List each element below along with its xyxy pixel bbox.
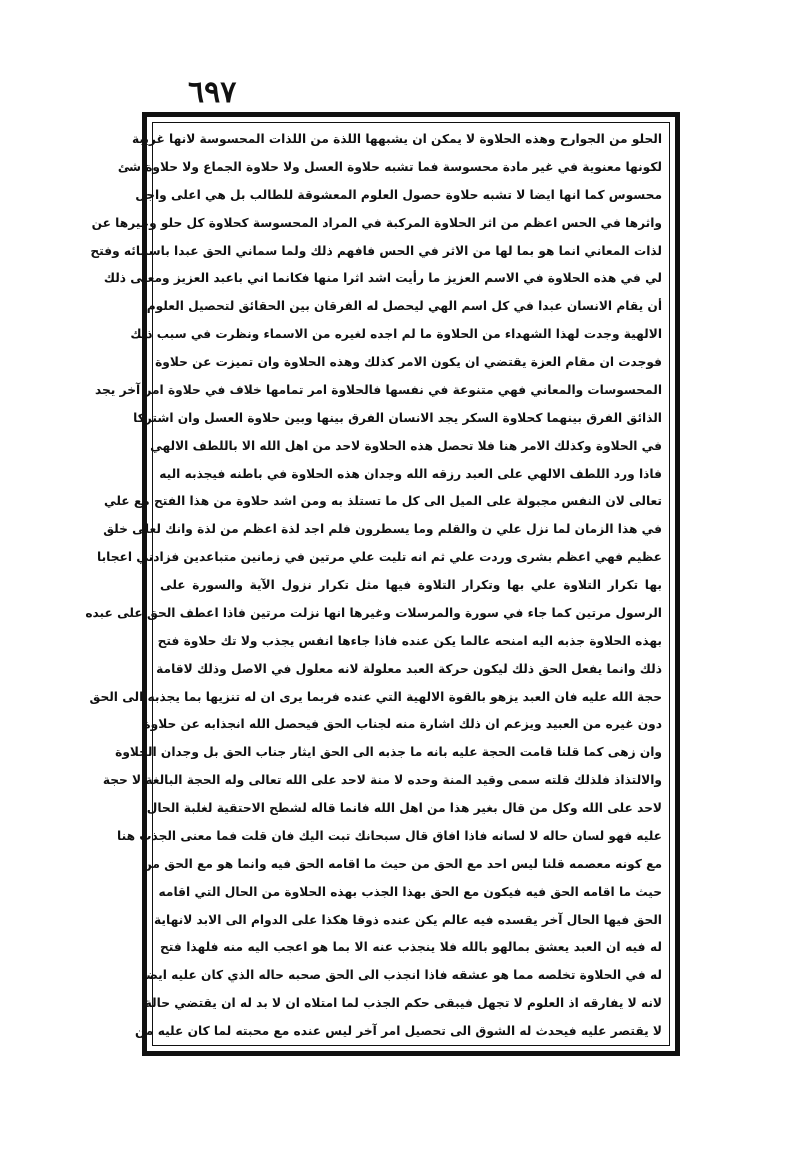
text-line: فوجدت ان مقام العزة يقتضي ان يكون الامر كذلك وهذه الحلاوة وان تميزت عن حلاوة — [155, 355, 662, 369]
text-line: لا يقتصر عليه فيحدث له الشوق الى تحصيل امر آخر ليس عنده مع محبته لما كان عليه من — [134, 1024, 662, 1038]
text-line: الحلو من الجوارح وهذه الحلاوة لا يمكن ان يشبهها اللذة من اللذات المحسوسة لانها غريبة — [131, 132, 662, 146]
text-line: لي في هذه الحلاوة في الاسم العزيز ما رأيت اشد اثرا منها فكانما اني باعبد العزيز ومعنى ذلك — [103, 271, 662, 286]
text-line: والالتذاذ فلذلك قلته سمى وقيد المنة وحده لا منة لاحد على الله تعالى وله الحجة البالغة لا حجة — [102, 773, 662, 788]
text-line: الحق فيها الحال آخر يقسده فيه عالم يكن عنده ذوقا هكذا على الدوام الى الابد لانهاية — [154, 912, 662, 927]
text-line: له في الحلاوة تخلصه مما هو عشقه فاذا انجذب الى الحق صحبه حاله الذي كان عليه ايضا — [141, 968, 662, 983]
text-line: الرسول مرتين كما جاء في سورة والمرسلات وغيرها انها نزلت مرتين فاذا اعطف الحق على عبده — [85, 605, 662, 620]
text-line: مع كونه معصمه قلنا ليس احد مع الحق من حيث ما اقامه الحق فيه وانما هو مع الحق من — [141, 856, 662, 871]
text-line: واثرها في الحس اعظم من اثر الحلاوة المركبة في المراد المحسوسة كحلاوة كل حلو وغيرها عن — [91, 215, 662, 230]
text-line: لانه لا يفارقه اذ العلوم لا تجهل فيبقى حكم الجذب لما امتلاه ان لا بد له ان يقتضي حالة — [144, 996, 662, 1011]
text-line: له فيه ان العبد يعشق بمالهو بالله فلا ينجذب عنه الا بما هو اعجب اليه منه فلهذا فتح — [160, 940, 662, 955]
text-line: حيث ما اقامه الحق فيه فيكون مع الحق بهذا الجذب بهذه الحلاوة من الحال التي اقامه — [158, 884, 662, 899]
text-line: تعالى لان النفس مجبولة على الميل الى كل ما تستلذ به ومن اشد حلاوة من هذا الفتح مع علي — [103, 494, 662, 509]
text-line: ذلك وانما يفعل الحق ذلك ليكون حركة العبد معلولة لانه معلول في الاصل وذلك لاقامة — [156, 661, 662, 676]
text-line: عظيم فهي اعظم بشرى وردت علي ثم انه تليت علي مرتين في زمانين متباعدين فزادني اعجابا — [97, 550, 662, 565]
text-line: أن يقام الانسان عبدا في كل اسم الهي ليحصل له الفرقان بين الحقائق لتحصيل العلوم — [146, 299, 662, 314]
text-line: المحسوسات والمعاني فهي متنوعة في نفسها فالحلاوة امر تمامها خلاف في حلاوة امر آخر يجد — [94, 382, 662, 397]
text-line: الالهية وجدت لهذا الشهداء من الحلاوة ما لم اجده لغيره من الاسماء ونظرت في سبب ذلك — [130, 327, 662, 342]
page-number: ٦٩٧ — [188, 75, 237, 110]
text-line: الذائق الفرق بينهما كحلاوة السكر يجد الانسان الفرق بينها وبين حلاوة العسل وان اشتركا — [133, 410, 662, 425]
text-line: بها تكرار التلاوة علي بها وتكرار التلاوة فيها مثل تكرار نزول الآية والسورة على — [160, 578, 662, 592]
text-line: محسوس كما انها ايضا لا تشبه حلاوة حصول العلوم المعشوقة للطالب بل هي اعلى واجل — [135, 187, 662, 202]
text-line: في الحلاوة وكذلك الامر هنا فلا تحصل هذه الحلاوة لاحد من اهل الله الا باللطف الالهي — [150, 438, 662, 453]
text-line: حجة الله عليه فان العبد يزهو بالقوة الالهية التي عنده فربما يرى ان له تنزيها بما يجذبه الى الحق — [89, 689, 662, 704]
text-line: لكونها معنوية في غير مادة محسوسة فما تشبه حلاوة العسل ولا حلاوة الجماع ولا حلاوة شئ — [117, 159, 662, 174]
text-line: فاذا ورد اللطف الالهي على العبد رزقه الله وجدان هذه الحلاوة في باطنه فيجذبه اليه — [159, 466, 662, 481]
body-text — [85, 130, 662, 1040]
text-line: في هذا الزمان لما نزل علي ن والقلم وما يسطرون فلم اجد لذة اعظم من لذة وانك لعلى خلق — [103, 522, 662, 537]
text-line: لاحد على الله وكل من قال بغير هذا من اهل الله فانما قاله لشطح الاحتقية لغلبة الحال — [146, 801, 662, 815]
text-line: دون غيره من العبيد ويزعم ان ذلك اشارة منه لجناب الحق فيحصل الله انجذابه عن حلاوة — [143, 717, 662, 732]
text-line: عليه فهو لسان حاله لا لسانه فاذا افاق قال سبحانك تبت اليك فان قلت فما معنى الجذب هنا — [117, 828, 662, 843]
text-line: وان زهى كما قلنا قامت الحجة عليه بانه ما جذبه الى الحق ايثار جناب الحق بل وجدان الحلاوة — [115, 745, 662, 760]
text-line: لذات المعاني انما هو بما لها من الاثر في الحس فافهم ذلك ولما سماني الحق عبدا باسمائه وفتح — [90, 243, 662, 258]
text-line: بهذه الحلاوة جذبه اليه امنحه عالما يكن عنده فاذا جاءها انفس يجذب ولا تك حلاوة فتح — [157, 633, 662, 648]
